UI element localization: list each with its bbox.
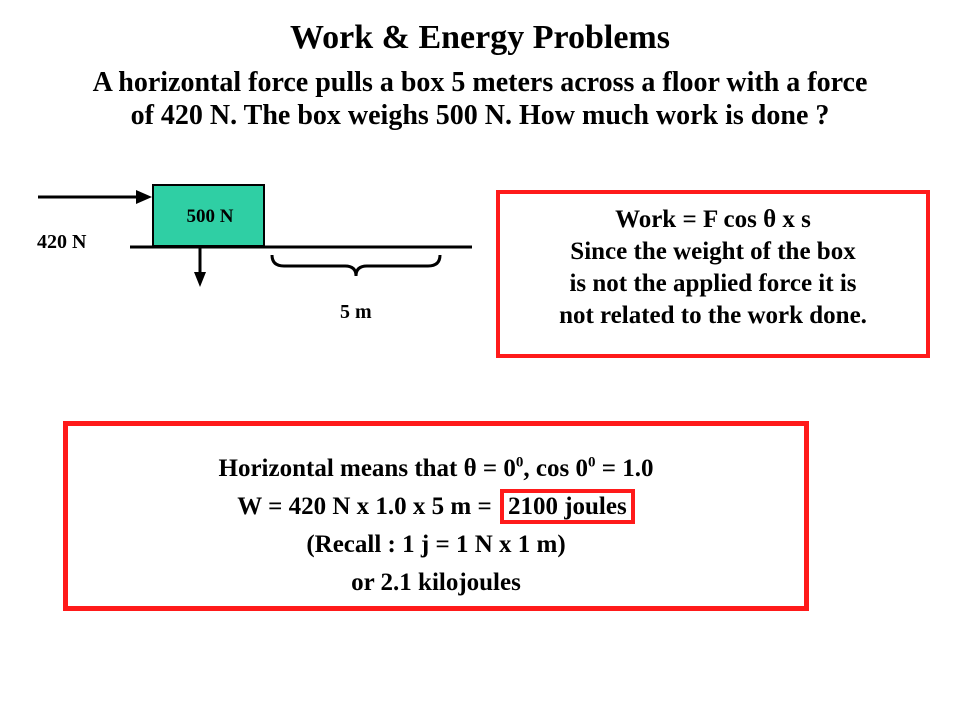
calc-line-1-a: Horizontal means that θ = 0 [218, 455, 516, 482]
distance-label: 5 m [340, 301, 372, 323]
calc-line-2 [68, 488, 804, 526]
answer-highlight: 2100 joules [500, 489, 635, 524]
page-title: Work & Energy Problems [290, 19, 670, 56]
calc-line-3: (Recall : 1 j = 1 N x 1 m) [306, 531, 566, 558]
force-label: 420 N [37, 231, 87, 253]
distance-brace [272, 255, 440, 276]
box-weight-label: 500 N [186, 206, 234, 227]
problem-line-1: A horizontal force pulls a box 5 meters across a floor with a force [92, 67, 868, 98]
calc-exponent-2: 0 [588, 454, 596, 471]
note-line-1: Work = F cos θ x s [615, 206, 811, 233]
note-line-3: is not the applied force it is [569, 270, 857, 297]
calc-line-4: or 2.1 kilojoules [351, 569, 521, 596]
calc-line-1-b: , cos 0 [523, 455, 588, 482]
problem-line-2: of 420 N. The box weighs 500 N. How much work is done ? [130, 100, 830, 131]
calc-line-2-a: W = 420 N x 1.0 x 5 m = [237, 493, 492, 520]
calculation-box [63, 421, 809, 611]
calc-line-1 [68, 450, 804, 488]
work-formula-note [496, 190, 930, 358]
weight-arrow [194, 247, 206, 287]
calc-exponent-1: 0 [515, 454, 524, 471]
calc-line-1-c: = 1.0 [595, 455, 654, 482]
note-line-2: Since the weight of the box [570, 238, 856, 265]
note-line-4: not related to the work done. [559, 302, 867, 329]
applied-force-arrow [38, 190, 152, 204]
